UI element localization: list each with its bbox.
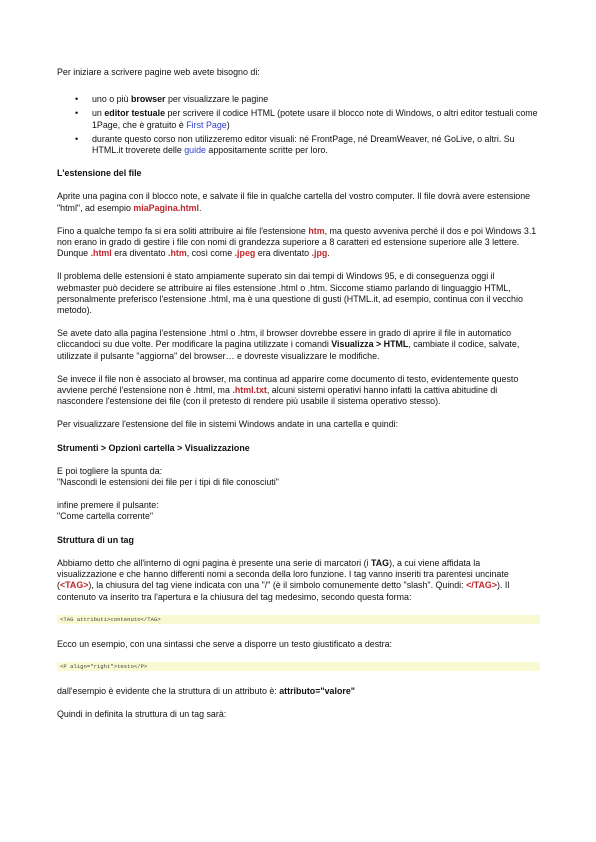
- highlight: htm: [308, 225, 325, 236]
- text: ). Il contenuto va inserito tra l'apertura e la chiusura del tag medesimo, secondo questa forma:: [57, 580, 510, 602]
- list-item: [80, 94, 540, 105]
- list-item: [80, 134, 540, 156]
- text: Se avete dato alla pagina l'estensione .html o .htm, il browser dovrebbe essere in grado di aprire il file in automatico cliccandoci su due volte. Per modificare la pagina utilizzate i comandi: [57, 328, 512, 350]
- paragraph: [57, 226, 540, 260]
- highlight: .html: [90, 248, 112, 259]
- highlight: .jpg: [311, 248, 328, 259]
- paragraph: [57, 686, 540, 697]
- code-block: <TAG attributi>contenuto</TAG>: [57, 615, 540, 624]
- text: "Nascondi le estensioni dei file per i tipi di file conosciuti": [57, 477, 279, 488]
- text: infine premere il pulsante:: [57, 500, 159, 511]
- list-item-text: appositamente scritte per loro.: [205, 145, 328, 156]
- highlight: </TAG>: [466, 580, 497, 591]
- highlight: .html.txt: [232, 385, 267, 396]
- text: dall'esempio è evidente che la struttura di un attributo è:: [57, 685, 280, 696]
- text: era diventato: [255, 248, 312, 259]
- highlight: .jpeg: [234, 248, 256, 259]
- section-heading-extension: L'estensione del file: [57, 168, 142, 179]
- highlight: <TAG>: [59, 580, 89, 591]
- text: Fino a qualche tempo fa si era soliti attribuire ai file l'estensione: [57, 225, 309, 236]
- paragraph: [57, 191, 540, 213]
- text: Aprite una pagina con il blocco note, e salvate il file in qualche cartella del vostro computer. Il file dovrà avere estensione "html", ad esempio: [57, 191, 531, 213]
- list-item-bold: browser: [130, 94, 166, 105]
- text: .: [198, 202, 202, 213]
- section-heading-tag-structure: Struttura di un tag: [57, 534, 134, 545]
- text: era diventato: [111, 248, 169, 259]
- paragraph: Ecco un esempio, con una sintassi che serve a disporre un testo giustificato a destra:: [57, 638, 392, 649]
- text: "Come cartella corrente": [57, 511, 154, 522]
- text: , così come: [186, 248, 235, 259]
- list-item: [80, 108, 540, 130]
- text: , alcuni sistemi operativi hanno infatti la cattiva abitudine di nascondere l'estensione dei file (con il pretesto di rendere più usabile il sistema operativo stesso).: [57, 385, 498, 407]
- bold-text: Visualizza > HTML: [331, 339, 409, 350]
- list-item-text: durante questo corso non utilizzeremo editor visuali: né FrontPage, né DreamWeaver, né GoLive, o altri. Su HTML.it troverete delle: [92, 133, 515, 156]
- menu-path: Strumenti > Opzioni cartella > Visualizzazione: [57, 442, 250, 453]
- paragraph: Quindi in definita la struttura di un tag sarà:: [57, 709, 227, 720]
- text: ), a cui viene affidata la visualizzazione e che hanno differenti nomi a seconda della loro funzione. I tag vanno inseriti tra parentesi uncinate (: [57, 557, 509, 591]
- paragraph: [57, 328, 540, 362]
- paragraph: [57, 374, 540, 408]
- intro-text: Per iniziare a scrivere pagine web avete bisogno di:: [57, 67, 260, 77]
- text: , ma questo avveniva perché il dos e poi Windows 3.1 non erano in grado di gestire i file con nomi di grandezza superiore a 8 caratteri ed estensione superiore alle 3 lettere. Dunque: [57, 225, 537, 259]
- paragraph: [57, 500, 540, 522]
- text: .: [327, 248, 330, 259]
- list-item-bold: editor testuale: [104, 108, 166, 119]
- text: E poi togliere la spunta da:: [57, 465, 163, 476]
- bold-text: TAG: [370, 557, 390, 568]
- list-item-text: per scrivere il codice HTML (potete usare il blocco note di Windows, o altri editor testuali come 1Page, che è gratuito è: [92, 108, 538, 130]
- paragraph: Il problema delle estensioni è stato ampiamente superato sin dai tempi di Windows 95, e di conseguenza oggi il webmaster può decidere se attribuire ai files estensione .html o .htm. Siccome stiamo parlando di linguaggio HTML, personalmente preferisco l'estensione .html, ma è una questione di gusti (HTML.it, ad esempio, continua con il vecchio metodo).: [57, 271, 523, 316]
- paragraph: [57, 443, 540, 454]
- text: Se invece il file non è associato al browser, ma continua ad apparire come documento di testo, evidentemente questo avviene perché l'estensione non è .html, ma: [57, 373, 519, 396]
- text: , cambiate il codice, salvate, utilizzate il pulsante "aggiorna" del browser… e dovreste visualizzare le modifiche.: [57, 339, 520, 361]
- paragraph: [57, 466, 540, 488]
- text: ), la chiusura del tag viene indicata con una "/" (è il simbolo comunemente detto "slash". Quindi:: [88, 580, 467, 591]
- paragraph: [57, 558, 540, 603]
- requirements-list: [57, 94, 540, 156]
- first-page-link[interactable]: First Page: [186, 119, 227, 130]
- bold-text: attributo="valore": [279, 685, 355, 696]
- list-item-text: uno o più: [92, 94, 131, 105]
- highlight: miaPagina.html: [133, 202, 199, 213]
- paragraph: Per visualizzare l'estensione del file in sistemi Windows andate in una cartella e quindi:: [57, 419, 399, 430]
- list-item-text: per visualizzare le pagine: [165, 94, 269, 105]
- list-item-text: un: [92, 108, 105, 119]
- code-block: <P align="right">testo</P>: [57, 662, 540, 671]
- list-item-text: ): [226, 119, 230, 130]
- guide-link[interactable]: guide: [184, 145, 206, 156]
- text: Abbiamo detto che all'interno di ogni pagina è presente una serie di marcatori (i: [57, 557, 371, 568]
- highlight: .htm: [168, 248, 187, 259]
